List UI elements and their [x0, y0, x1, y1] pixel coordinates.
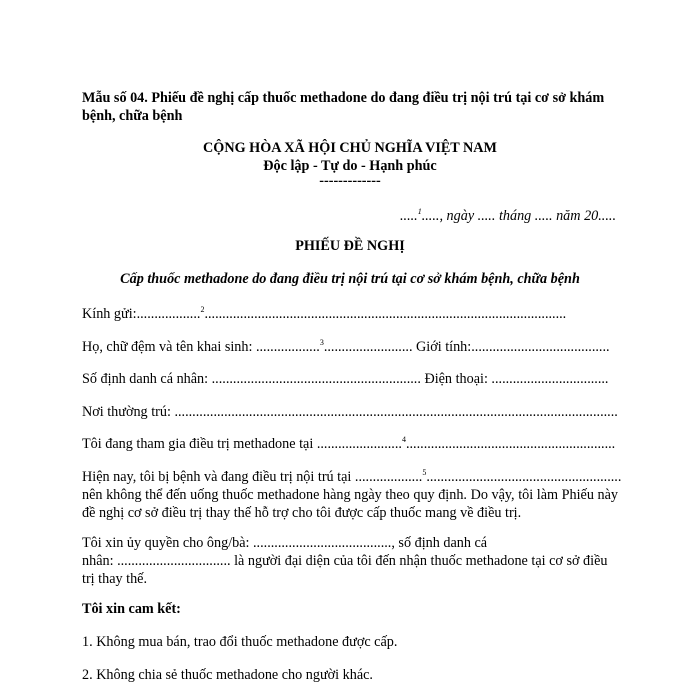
field-ho-ten	[82, 338, 622, 356]
hien-nay-b: .......................................................	[426, 469, 622, 485]
national-title: CỘNG HÒA XÃ HỘI CHỦ NGHĨA VIỆT NAM	[203, 140, 497, 156]
date-line	[300, 207, 616, 225]
field-dinh-danh: Số định danh cá nhân: ........................................................... Điện thoại: .................................	[82, 371, 609, 387]
footnote-5: 5	[422, 468, 427, 477]
footnote-3: 3	[319, 338, 324, 347]
field-hien-nay-body: nên không thể đến uống thuốc methadone hàng ngày theo quy định. Do vậy, tôi làm Phiếu này đề nghị cơ sở điều trị thay thế hỗ trợ cho tôi được cấp thuốc mang về điều trị.	[82, 487, 618, 521]
document-subtitle: Cấp thuốc methadone do đang điều trị nội trú tại cơ sở khám bệnh, chữa bệnh	[120, 271, 580, 287]
methadone-a: Tôi đang tham gia điều trị methadone tại ........................	[82, 436, 402, 452]
field-uy-quyen-line2: nhân: ................................ là người đại diện của tôi đến nhận thuốc methadone tại cơ sở điều trị thay thế.	[82, 553, 608, 587]
motto-divider: -------------	[319, 173, 381, 189]
methadone-b: ...........................................................	[405, 436, 616, 452]
field-methadone	[82, 435, 622, 453]
ho-ten-a: Họ, chữ đệm và tên khai sinh: ..................	[82, 339, 320, 355]
commitments-heading: Tôi xin cam kết:	[82, 601, 181, 617]
commitment-item-1: 1. Không mua bán, trao đổi thuốc methadone được cấp.	[82, 634, 398, 650]
footnote-2: 2	[200, 305, 205, 314]
field-hien-nay-line1	[82, 468, 622, 486]
form-heading: Mẫu số 04. Phiếu đề nghị cấp thuốc methadone do đang điều trị nội trú tại cơ sở khám bệnh, chữa bệnh	[82, 90, 605, 124]
hien-nay-a: Hiện nay, tôi bị bệnh và đang điều trị nội trú tại ...................	[82, 469, 423, 485]
date-line-before: .....	[399, 208, 418, 224]
kinh-gui-b: ......................................................................................................	[204, 306, 567, 322]
field-kinh-gui	[82, 305, 622, 323]
ho-ten-b: ......................... Giới tính:.......................................	[323, 339, 610, 355]
national-motto: Độc lập - Tự do - Hạnh phúc	[263, 158, 437, 174]
kinh-gui-a: Kính gửi:..................	[82, 306, 201, 322]
document-title: PHIẾU ĐỀ NGHỊ	[295, 238, 405, 254]
footnote-1: 1	[417, 207, 422, 216]
field-uy-quyen-line1: Tôi xin ủy quyền cho ông/bà: ......................................., số định danh cá	[82, 535, 488, 551]
date-line-after: ....., ngày ..... tháng ..... năm 20.....	[421, 208, 616, 224]
field-noi-thuong-tru: Nơi thường trú: .............................................................................................................................	[82, 404, 618, 420]
footnote-4: 4	[401, 435, 406, 444]
commitment-item-2: 2. Không chia sẻ thuốc methadone cho người khác.	[82, 667, 373, 683]
